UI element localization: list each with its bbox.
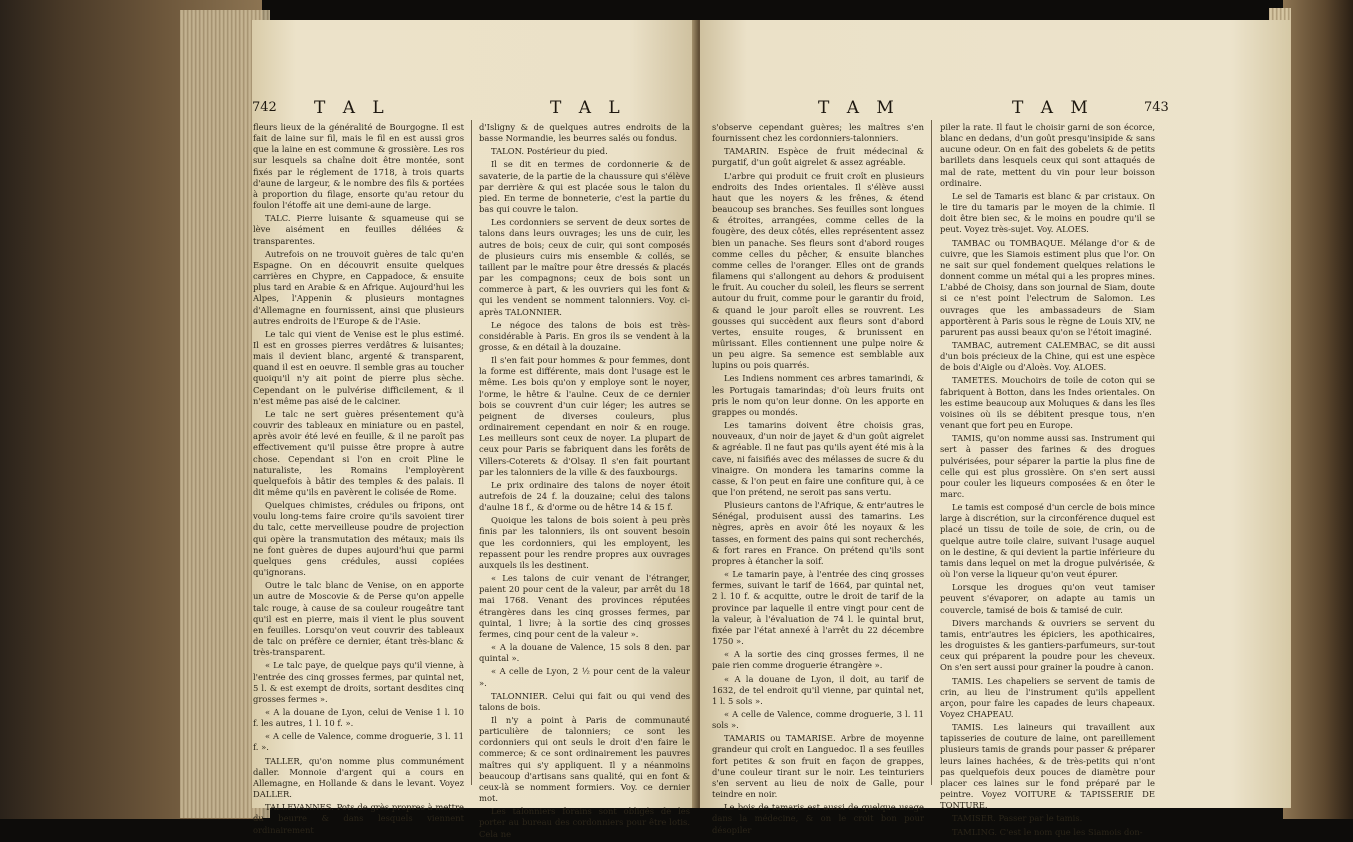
paragraph: « Les talons de cuir venant de l'étranger, paient 20 pour cent de la valeur, par arrêt du 18 mai 1768. Venant des provinces réputées étrangères dans les cinq grosses fermes, par quintal, 1 livre; à la sortie des cinq grosses fermes, cinq pour cent de la valeur ». bbox=[479, 573, 690, 639]
paragraph: Quoique les talons de bois soient à peu près finis par les talonniers, ils ont souvent besoin que les cordonniers, qui les employent, les repassent pour les rendre propres aux ouvrages auxquels ils les destinent. bbox=[479, 515, 690, 570]
right-running-head-1: T A M bbox=[818, 98, 900, 118]
paragraph: TAMLING. C'est le nom que les Siamois don- bbox=[952, 826, 1143, 837]
paragraph: TALC. Pierre luisante & squameuse qui se lève aisément en feuilles déliées & transparentes. bbox=[253, 213, 464, 246]
paragraph: TAMARIS ou TAMARISE. Arbre de moyenne grandeur qui croît en Languedoc. Il a ses feuilles fort petites & son fruit en façon de grappes, d'une couleur tirant sur le noir. Les teinturiers s'en servent au lieu de noix de Galle, pour teindre en noir. bbox=[712, 733, 924, 800]
paragraph: Autrefois on ne trouvoit guères de talc qu'en Espagne. On en découvrit ensuite quelques carrières en Chypre, en Cappadoce, & ensuite plus tard en Arabie & en Afrique. Aujourd'hui les Alpes, l'Appenin & plusieurs montagnes d'Allemagne en fournissent, ainsi que plusieurs autres endroits de l'Europe & de l'Asie. bbox=[253, 248, 464, 326]
paragraph: « Le talc paye, de quelque pays qu'il vienne, à l'entrée des cinq grosses fermes, par quintal net, 5 l. & est exempt de droits, sortant desdites cinq grosses fermes ». bbox=[253, 660, 464, 704]
paragraph: Le talc qui vient de Venise est le plus estimé. Il est en grosses pierres verdâtres & luisantes; mais il devient blanc, argenté & transparent, quand il est en oeuvre. Il semble gras au toucher quoiqu'il n'y ait point de pierre plus sèche. Cependant on le pulvérise difficilement, & il n'est même pas aisé de le calciner. bbox=[253, 328, 464, 406]
paragraph: fleurs lieux de la généralité de Bourgogne. Il est fait de laine sur fil, mais le fil en est aussi gros que la laine en est commune & grossière. Les ros sur lesquels sa chaîne doit être montée, sont fixés par le réglement de 1718, à trois quarts d'aune de largeur, & le nombre des fils & portées à proportion du filage, ensorte qu'au retour du foulon l'étoffe ait une demi-aune de large. bbox=[253, 122, 464, 211]
right-page-column-2 bbox=[940, 122, 1155, 840]
paragraph: TAMETES. Mouchoirs de toile de coton qui se fabriquent à Botton, dans les Indes orientales. On les estime beaucoup aux Moluques & dans les îles voisines où ils se débitent presque tous, n'en venant que fort peu en Europe. bbox=[940, 375, 1155, 431]
paragraph: « A celle de Valence, comme droguerie, 3 l. 11 f. ». bbox=[253, 731, 464, 753]
paragraph: piler la rate. Il faut le choisir garni de son écorce, blanc en dedans, d'un goût presqu'insipide & sans aucune odeur. On en fait des gobelets & de petits barillets dans lesquels ceux qui sont attaqués de mal de rate, mettent du vin pour leur boisson ordinaire. bbox=[940, 122, 1155, 188]
left-page-column-1 bbox=[253, 122, 464, 838]
paragraph: Le sel de Tamaris est blanc & par cristaux. On le tire du tamaris par le moyen de la chimie. Il doit être bien sec, & le moins en poudre qu'il se peut. Voyez très-sujet. Voy. ALOES. bbox=[940, 190, 1155, 235]
paragraph: Le prix ordinaire des talons de noyer étoit autrefois de 24 f. la douzaine; celui des talons d'aulne 18 f., & d'orme ou de hêtre 14 & 15 f. bbox=[479, 479, 690, 513]
paragraph: Le tamis est composé d'un cercle de bois mince large à discrétion, sur la circonférence duquel est placé un tissu de toile de soie, de crin, ou de quelque autre toile claire, suivant l'usage auquel on le destine, & qui devient la partie inférieure du tamis dans lequel on met la drogue pulvérisée, & où l'on verse la liqueur qu'on veut épurer. bbox=[940, 502, 1155, 580]
right-page-column-1 bbox=[712, 122, 924, 838]
left-folio: 742 bbox=[252, 100, 277, 115]
right-column-rule bbox=[931, 120, 932, 785]
paragraph: Lorsque les drogues qu'on veut tamiser peuvent s'évaporer, on adapte au tamis un couvercle, tamisé de bois & tamisé de cuir. bbox=[940, 582, 1155, 615]
paragraph: Les talonniers forains sont obligés de les porter au bureau des cordonniers pour être lotis. Cela ne bbox=[479, 806, 690, 839]
book-cover-right bbox=[1283, 0, 1353, 819]
paragraph: TAMIS. Les laineurs qui travaillent aux tapisseries de couture de laine, ont pareillement plusieurs tamis de grands pour passer & préparer leurs laines hachées, & de très-petits qui n'ont pas quelquefois deux pouces de diamètre pour placer ces laines sur le fond préparé par le peintre. Voyez VOITURE & TAPISSERIE DE TONTURE. bbox=[940, 722, 1155, 811]
paragraph: Le talc ne sert guères présentement qu'à couvrir des tableaux en miniature ou en pastel, après avoir été levé en feuille, & il ne paroît pas effectivement qu'il puisse être propre à autre chose. Cependant si l'on en croit Pline le naturaliste, les Romains l'employèrent quelquefois à bâtir des temples & des palais. Il dit même qu'ils en pavèrent le colisée de Rome. bbox=[253, 408, 464, 497]
left-page bbox=[252, 20, 696, 839]
paragraph: TAMARIN. Espèce de fruit médecinal & purgatif, d'un goût aigrelet & assez agréable. bbox=[712, 146, 924, 168]
left-running-head-2: T A L bbox=[550, 98, 626, 118]
paragraph: « A la douane de Valence, 15 sols 8 den. par quintal ». bbox=[479, 642, 690, 664]
paragraph: Les tamarins doivent être choisis gras, nouveaux, d'un noir de jayet & d'un goût aigrelet & agréable. Il ne faut pas qu'ils ayent été mis à la cave, ni faisifiés avec des mélasses de sucre & du vinaigre. On mondera les tamarins comme la casse, & l'on peut en faire une confiture qui, à ce que l'on prétend, ne seroit pas sans vertu. bbox=[712, 420, 924, 497]
paragraph: TAMIS, qu'on nomme aussi sas. Instrument qui sert à passer des farines & des drogues pulvérisées, pour séparer la partie la plus fine de celle qui est plus grossière. On s'en sert aussi pour couler les liqueurs composées & en ôter le marc. bbox=[940, 433, 1155, 499]
left-page-header bbox=[252, 98, 696, 120]
paragraph: TALLER, qu'on nomme plus communément daller. Monnoie d'argent qui a cours en Allemagne, en Hollande & dans le levant. Voyez DALLER. bbox=[253, 755, 464, 800]
right-folio: 743 bbox=[1144, 100, 1169, 115]
paragraph: s'observe cependant guères; les maîtres s'en fournissent chez les cordonniers-talonniers. bbox=[712, 122, 924, 144]
paragraph: Divers marchands & ouvriers se servent du tamis, entr'autres les épiciers, les apothicaires, les droguistes & les gantiers-parfumeurs, sur-tout ceux qui préparent la poudre pour les cheveux. On s'en sert aussi pour grainer la poudre à canon. bbox=[940, 617, 1155, 673]
paragraph: « A la douane de Lyon, celui de Venise 1 l. 10 f. les autres, 1 l. 10 f. ». bbox=[253, 706, 464, 729]
paragraph: Le négoce des talons de bois est très-considérable à Paris. En gros ils se vendent à la grosse, & en détail à la douzaine. bbox=[479, 319, 690, 352]
right-page bbox=[700, 20, 1290, 837]
right-page-header bbox=[700, 98, 1290, 120]
paragraph: TAMISER. Passer par le tamis. bbox=[952, 813, 1083, 824]
paragraph: Il n'y a point à Paris de communauté particulière de talonniers; ce sont les cordonniers qui ont seuls le droit d'en faire le commerce; & ce sont ordinairement les pauvres maîtres qui s'y appliquent. Il y a néanmoins beaucoup d'artisans sans qualité, qui en font & ceux-là se nomment formiers. Voy. ce dernier mot. bbox=[479, 714, 690, 804]
paragraph: Plusieurs cantons de l'Afrique, & entr'autres le Sénégal, produisent aussi des tamarins. Les nègres, après en avoir ôté les noyaux & les tasses, en forment des pains qui sont recherchés, & fort rares en France. On prétend qu'ils sont propres à étancher la soif. bbox=[712, 500, 924, 566]
right-running-head-2: T A M bbox=[1012, 98, 1094, 118]
paragraph: TALON. Postérieur du pied. bbox=[491, 146, 608, 157]
paragraph: « A celle de Valence, comme droguerie, 3 l. 11 sols ». bbox=[712, 708, 924, 731]
paragraph: TALLEVANNES. Pots de grès propres à mettre du beurre & dans lesquels viennent ordinairement bbox=[253, 802, 464, 835]
paragraph: L'arbre qui produit ce fruit croît en plusieurs endroits des Indes orientales. Il s'élève aussi haut que les noyers & les frênes, & étend beaucoup ses branches. Ses feuilles sont longues & étroites, arrangées, comme celles de la fougère, des deux côtés, elles représentent assez bien un panache. Ses fleurs sont d'abord rouges comme celles du pêcher, & ensuite blanches comme celles de l'oranger. Elles ont de grands filamens qui s'allongent au dehors & produisent le fruit. Au coucher du soleil, les fleurs se serrent autour du fruit, comme pour le garantir du froid, & quand le jour paroît elles se rouvrent. Les gousses qui succèdent aux fleurs sont d'abord vertes, ensuite rouges, & brunissent en mûrissant. Elles contiennent une pulpe noire & un peu aigre. Sa semence est semblable aux lupins ou pois quarrés. bbox=[712, 170, 924, 371]
paragraph: Il s'en fait pour hommes & pour femmes, dont la forme est différente, mais dont l'usage est le même. Les bois qu'on y employe sont le noyer, l'orme, le hêtre & l'aulne. Ceux de ce dernier bois se couvrent d'un cuir léger; les autres se peignent de diverses couleurs, plus ordinairement cependant en noir & en rouge. Les meilleurs sont ceux de noyer. La plupart de ceux pour Paris se fabriquent dans les forêts de Villers-Coterets & d'Olsay. Il s'en fait pourtant par les talonniers de la ville & des fauxbourgs. bbox=[479, 355, 690, 477]
paragraph: Les Indiens nomment ces arbres tamarindi, & les Portugais tamarindas; d'où leurs fruits ont pris le nom qu'on leur donne. On les apporte en grappes ou mondés. bbox=[712, 373, 924, 417]
paragraph: Le bois de tamaris est aussi de quelque usage dans la médecine, & on le croit bon pour désopiler bbox=[712, 802, 924, 835]
paragraph: TALONNIER. Celui qui fait ou qui vend des talons de bois. bbox=[479, 690, 690, 712]
paragraph: « Le tamarin paye, à l'entrée des cinq grosses fermes, suivant le tarif de 1664, par quintal net, 2 l. 10 f. & acquitte, outre le droit de tarif de la province par laquelle il entre vingt pour cent de la valeur, à l'évaluation de 74 l. le quintal brut, fixée par l'état annexé à l'arrêt du 22 décembre 1750 ». bbox=[712, 569, 924, 647]
left-page-column-2 bbox=[479, 122, 690, 842]
left-running-head-1: T A L bbox=[314, 98, 390, 118]
paragraph: TAMBAC ou TOMBAQUE. Mélange d'or & de cuivre, que les Siamois estiment plus que l'or. On ne sait sur quel fondement quelques relations le donnent comme un métal qui a les propres mines. L'abbé de Choisy, dans son journal de Siam, doute si ce n'est point l'electrum de Salomon. Les ouvrages que les ambassadeurs de Siam apportèrent à Paris sous le règne de Louis XIV, ne parurent pas aussi beaux qu'on se l'étoit imaginé. bbox=[940, 237, 1155, 337]
paragraph: « A celle de Lyon, 2 ½ pour cent de la valeur ». bbox=[479, 666, 690, 688]
paragraph: TAMBAC, autrement CALEMBAC, se dit aussi d'un bois précieux de la Chine, qui est une espèce de bois d'Aigle ou d'Aloès. Voy. ALOES. bbox=[940, 339, 1155, 373]
paragraph: d'Isligny & de quelques autres endroits de la basse Normandie, les beurres salés ou fondus. bbox=[479, 122, 690, 144]
paragraph: Outre le talc blanc de Venise, on en apporte un autre de Moscovie & de Perse qu'on appelle talc rouge, à cause de sa couleur rougeâtre tant qu'il est en pierre, mais il vient le plus souvent en feuilles. Lorsqu'on veut couvrir des tableaux de talc on préfère ce dernier, étant très-blanc & très-transparent. bbox=[253, 580, 464, 658]
paragraph: TAMIS. Les chapeliers se servent de tamis de crin, au lieu de l'instrument qu'ils appellent arçon, pour faire les capades de leurs chapeaux. Voyez CHAPEAU. bbox=[940, 675, 1155, 719]
paragraph: Les cordonniers se servent de deux sortes de talons dans leurs ouvrages; les uns de cuir, les autres de bois; ceux de cuir, qui sont composés de plusieurs cuirs mis ensemble & collés, se taillent par le maître pour être dressés & placés par les compagnons; ceux de bois sont un commerce à part, & les ouvriers qui les font & qui les vendent se nomment talonniers. Voy. ci-après TALONNIER. bbox=[479, 217, 690, 317]
paragraph: « A la sortie des cinq grosses fermes, il ne paie rien comme droguerie étrangère ». bbox=[712, 649, 924, 671]
paragraph: Quelques chimistes, crédules ou fripons, ont voulu long-tems faire croire qu'ils savoient tirer du talc, cette merveilleuse poudre de projection qui opère la transmutation des métaux; mais ils ne font guères de dupes aujourd'hui que parmi quelques gens crédules, aussi copiées qu'ignorans. bbox=[253, 500, 464, 578]
left-column-rule bbox=[471, 120, 472, 785]
paragraph: Il se dit en termes de cordonnerie & de savaterie, de la partie de la chaussure qui s'élève par derrière & qui est placée sous le talon du pied. En terme de bonneterie, c'est la partie du bas qui couvre le talon. bbox=[479, 159, 690, 215]
paragraph: « A la douane de Lyon, il doit, au tarif de 1632, de tel endroit qu'il vienne, par quintal net, 1 l. 5 sols ». bbox=[712, 673, 924, 706]
